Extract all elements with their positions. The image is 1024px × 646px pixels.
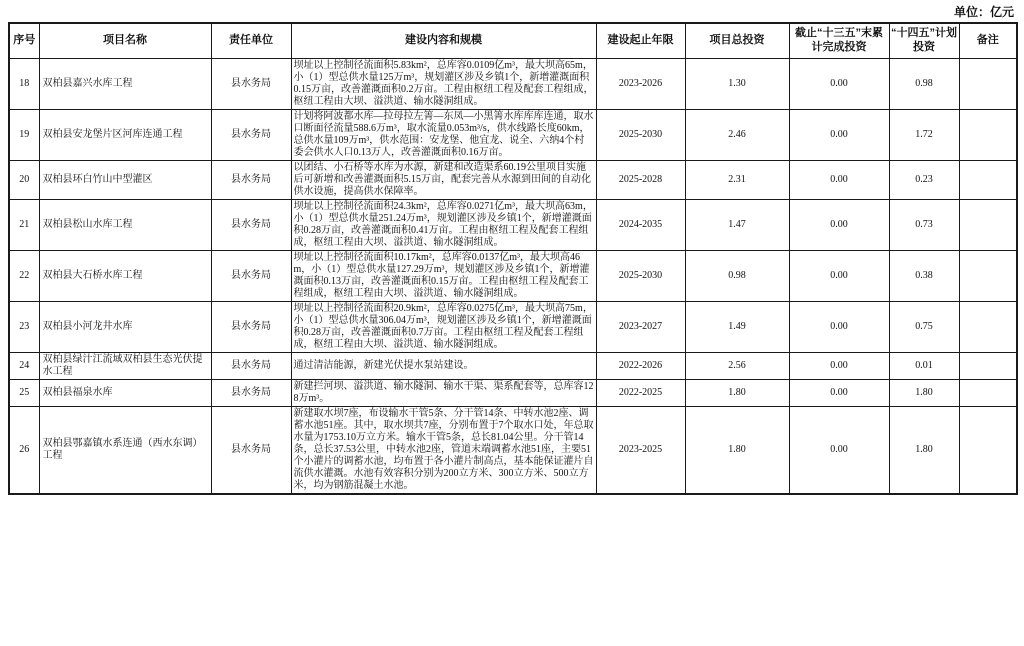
cell-project-name: 双柏县福泉水库: [39, 380, 211, 407]
table-row: [9, 407, 1017, 495]
cell-completed-investment: 0.00: [789, 353, 889, 380]
table-row: [9, 380, 1017, 407]
cell-construction-content: 坝址以上控制径流面积24.3km²，总库容0.0271亿m³，最大坝高63m，小（1）型总供水量251.24万m³，规划灌区涉及乡镇1个，新增灌溉面积0.28万亩，改善灌溉面积0.41万亩。工程由枢纽工程及配套工程组成，枢纽工程由大坝、溢洪道、输水隧洞组成。: [291, 200, 596, 251]
cell-responsible-unit: 县水务局: [211, 407, 291, 495]
cell-responsible-unit: 县水务局: [211, 251, 291, 302]
cell-completed-investment: 0.00: [789, 200, 889, 251]
header-planned-investment: “十四五”计划投资: [889, 23, 959, 59]
cell-note: [959, 380, 1017, 407]
cell-construction-years: 2022-2026: [596, 353, 685, 380]
cell-planned-investment: 1.80: [889, 407, 959, 495]
cell-completed-investment: 0.00: [789, 59, 889, 110]
cell-project-name: 双柏县松山水库工程: [39, 200, 211, 251]
cell-project-name: 双柏县绿汁江流域双柏县生态光伏提水工程: [39, 353, 211, 380]
cell-responsible-unit: 县水务局: [211, 200, 291, 251]
cell-planned-investment: 0.01: [889, 353, 959, 380]
cell-note: [959, 200, 1017, 251]
table-row: [9, 161, 1017, 200]
cell-note: [959, 407, 1017, 495]
cell-construction-content: 以团结、小石桥等水库为水源，新建和改造渠系60.19公里项目实施后可新增和改善灌溉面积5.15万亩，配套完善从水源到田间的自动化供水设施，提高供水保障率。: [291, 161, 596, 200]
cell-construction-years: 2024-2035: [596, 200, 685, 251]
cell-note: [959, 161, 1017, 200]
header-completed-investment: 截止“十三五”末累计完成投资: [789, 23, 889, 59]
cell-total-investment: 0.98: [685, 251, 789, 302]
cell-responsible-unit: 县水务局: [211, 59, 291, 110]
cell-project-name: 双柏县嘉兴水库工程: [39, 59, 211, 110]
header-construction-content: 建设内容和规模: [291, 23, 596, 59]
cell-construction-content: 计划将阿波都水库—拉母拉左箐—东凤—小黑箐水库库库连通，取水口断面径流量588.6万m³，取水流量0.053m³/s，供水线路长度60km，总供水量109万m³，供水范围：安龙堡、他宜龙、说全、六纳4个村委会供水人口0.13万人，改善灌溉面积0.16万亩。: [291, 110, 596, 161]
cell-construction-content: 坝址以上控制径流面积10.17km²，总库容0.0137亿m³，最大坝高46m，小（1）型总供水量127.29万m³，规划灌区涉及乡镇1个，新增灌溉面积0.13万亩，改善灌溉面积0.15万亩。工程由枢纽工程及配套工程组成，枢纽工程由大坝、溢洪道、输水隧洞组成。: [291, 251, 596, 302]
cell-completed-investment: 0.00: [789, 380, 889, 407]
cell-completed-investment: 0.00: [789, 251, 889, 302]
cell-planned-investment: 0.98: [889, 59, 959, 110]
cell-project-name: 双柏县小河龙井水库: [39, 302, 211, 353]
cell-note: [959, 302, 1017, 353]
cell-total-investment: 1.30: [685, 59, 789, 110]
cell-construction-content: 通过清洁能源，新建光伏提水泵站建设。: [291, 353, 596, 380]
cell-construction-content: 坝址以上控制径流面积20.9km²，总库容0.0275亿m³，最大坝高75m，小（1）型总供水量306.04万m³，规划灌区涉及乡镇1个，新增灌溉面积0.28万亩，改善灌溉面积0.7万亩。工程由枢纽工程及配套工程组成，枢纽工程由大坝、溢洪道、输水隧洞组成。: [291, 302, 596, 353]
table-body: [9, 59, 1017, 495]
header-responsible-unit: 责任单位: [211, 23, 291, 59]
cell-planned-investment: 0.23: [889, 161, 959, 200]
cell-planned-investment: 0.75: [889, 302, 959, 353]
unit-label: 单位：亿元: [953, 5, 1014, 19]
cell-total-investment: 1.80: [685, 380, 789, 407]
header-serial-number: 序号: [9, 23, 39, 59]
header-project-name: 项目名称: [39, 23, 211, 59]
cell-serial-number: 23: [9, 302, 39, 353]
cell-note: [959, 110, 1017, 161]
cell-responsible-unit: 县水务局: [211, 302, 291, 353]
cell-construction-content: 新建取水坝7座，布设输水干管5条、分干管14条、中转水池2座、调蓄水池51座。其中，取水坝共7座，分别布置于7个取水口处，年总取水量为1753.10万立方米。输水干管5条，总长81.04公里。分干管14条，总长37.53公里，中转水池2座，管道末端调蓄水池51座，主要51个小灌片的调蓄水池，均布置于各小灌片制高点，基本能保证灌片自流供水灌溉。水池有效容积分别为200立方米、300立方米、500立方米，均为钢筋混凝土水池。: [291, 407, 596, 495]
cell-responsible-unit: 县水务局: [211, 353, 291, 380]
cell-total-investment: 1.80: [685, 407, 789, 495]
cell-serial-number: 19: [9, 110, 39, 161]
cell-serial-number: 20: [9, 161, 39, 200]
cell-project-name: 双柏县大石桥水库工程: [39, 251, 211, 302]
cell-completed-investment: 0.00: [789, 161, 889, 200]
cell-total-investment: 2.31: [685, 161, 789, 200]
projects-table: [8, 22, 1018, 495]
cell-note: [959, 59, 1017, 110]
table-row: [9, 302, 1017, 353]
cell-planned-investment: 1.72: [889, 110, 959, 161]
cell-project-name: 双柏县环白竹山中型灌区: [39, 161, 211, 200]
cell-serial-number: 25: [9, 380, 39, 407]
cell-completed-investment: 0.00: [789, 302, 889, 353]
header-note: 备注: [959, 23, 1017, 59]
cell-construction-years: 2023-2025: [596, 407, 685, 495]
table-header-row: [9, 23, 1017, 59]
cell-note: [959, 251, 1017, 302]
cell-construction-content: 坝址以上控制径流面积5.83km²，总库容0.0109亿m³，最大坝高65m，小（1）型总供水量125万m³，规划灌区涉及乡镇1个，新增灌溉面积0.15万亩，改善灌溉面积0.2万亩。工程由枢纽工程及配套工程组成，枢纽工程由大坝、溢洪道、输水隧洞组成。: [291, 59, 596, 110]
cell-construction-years: 2025-2030: [596, 110, 685, 161]
table-row: [9, 251, 1017, 302]
cell-responsible-unit: 县水务局: [211, 380, 291, 407]
cell-construction-years: 2025-2030: [596, 251, 685, 302]
cell-serial-number: 18: [9, 59, 39, 110]
cell-serial-number: 24: [9, 353, 39, 380]
cell-construction-content: 新建拦河坝、溢洪道、输水隧洞、输水干渠、渠系配套等，总库容128万m³。: [291, 380, 596, 407]
cell-serial-number: 26: [9, 407, 39, 495]
header-construction-years: 建设起止年限: [596, 23, 685, 59]
header-total-investment: 项目总投资: [685, 23, 789, 59]
cell-planned-investment: 1.80: [889, 380, 959, 407]
cell-project-name: 双柏县鄂嘉镇水系连通（西水东调）工程: [39, 407, 211, 495]
table-row: [9, 353, 1017, 380]
cell-construction-years: 2025-2028: [596, 161, 685, 200]
cell-total-investment: 1.47: [685, 200, 789, 251]
cell-planned-investment: 0.38: [889, 251, 959, 302]
cell-project-name: 双柏县安龙堡片区河库连通工程: [39, 110, 211, 161]
cell-completed-investment: 0.00: [789, 407, 889, 495]
cell-total-investment: 1.49: [685, 302, 789, 353]
cell-responsible-unit: 县水务局: [211, 110, 291, 161]
cell-construction-years: 2023-2027: [596, 302, 685, 353]
cell-planned-investment: 0.73: [889, 200, 959, 251]
table-row: [9, 200, 1017, 251]
cell-construction-years: 2022-2025: [596, 380, 685, 407]
cell-note: [959, 353, 1017, 380]
cell-completed-investment: 0.00: [789, 110, 889, 161]
cell-serial-number: 21: [9, 200, 39, 251]
cell-total-investment: 2.46: [685, 110, 789, 161]
cell-responsible-unit: 县水务局: [211, 161, 291, 200]
table-row: [9, 59, 1017, 110]
table-row: [9, 110, 1017, 161]
cell-construction-years: 2023-2026: [596, 59, 685, 110]
cell-total-investment: 2.56: [685, 353, 789, 380]
cell-serial-number: 22: [9, 251, 39, 302]
